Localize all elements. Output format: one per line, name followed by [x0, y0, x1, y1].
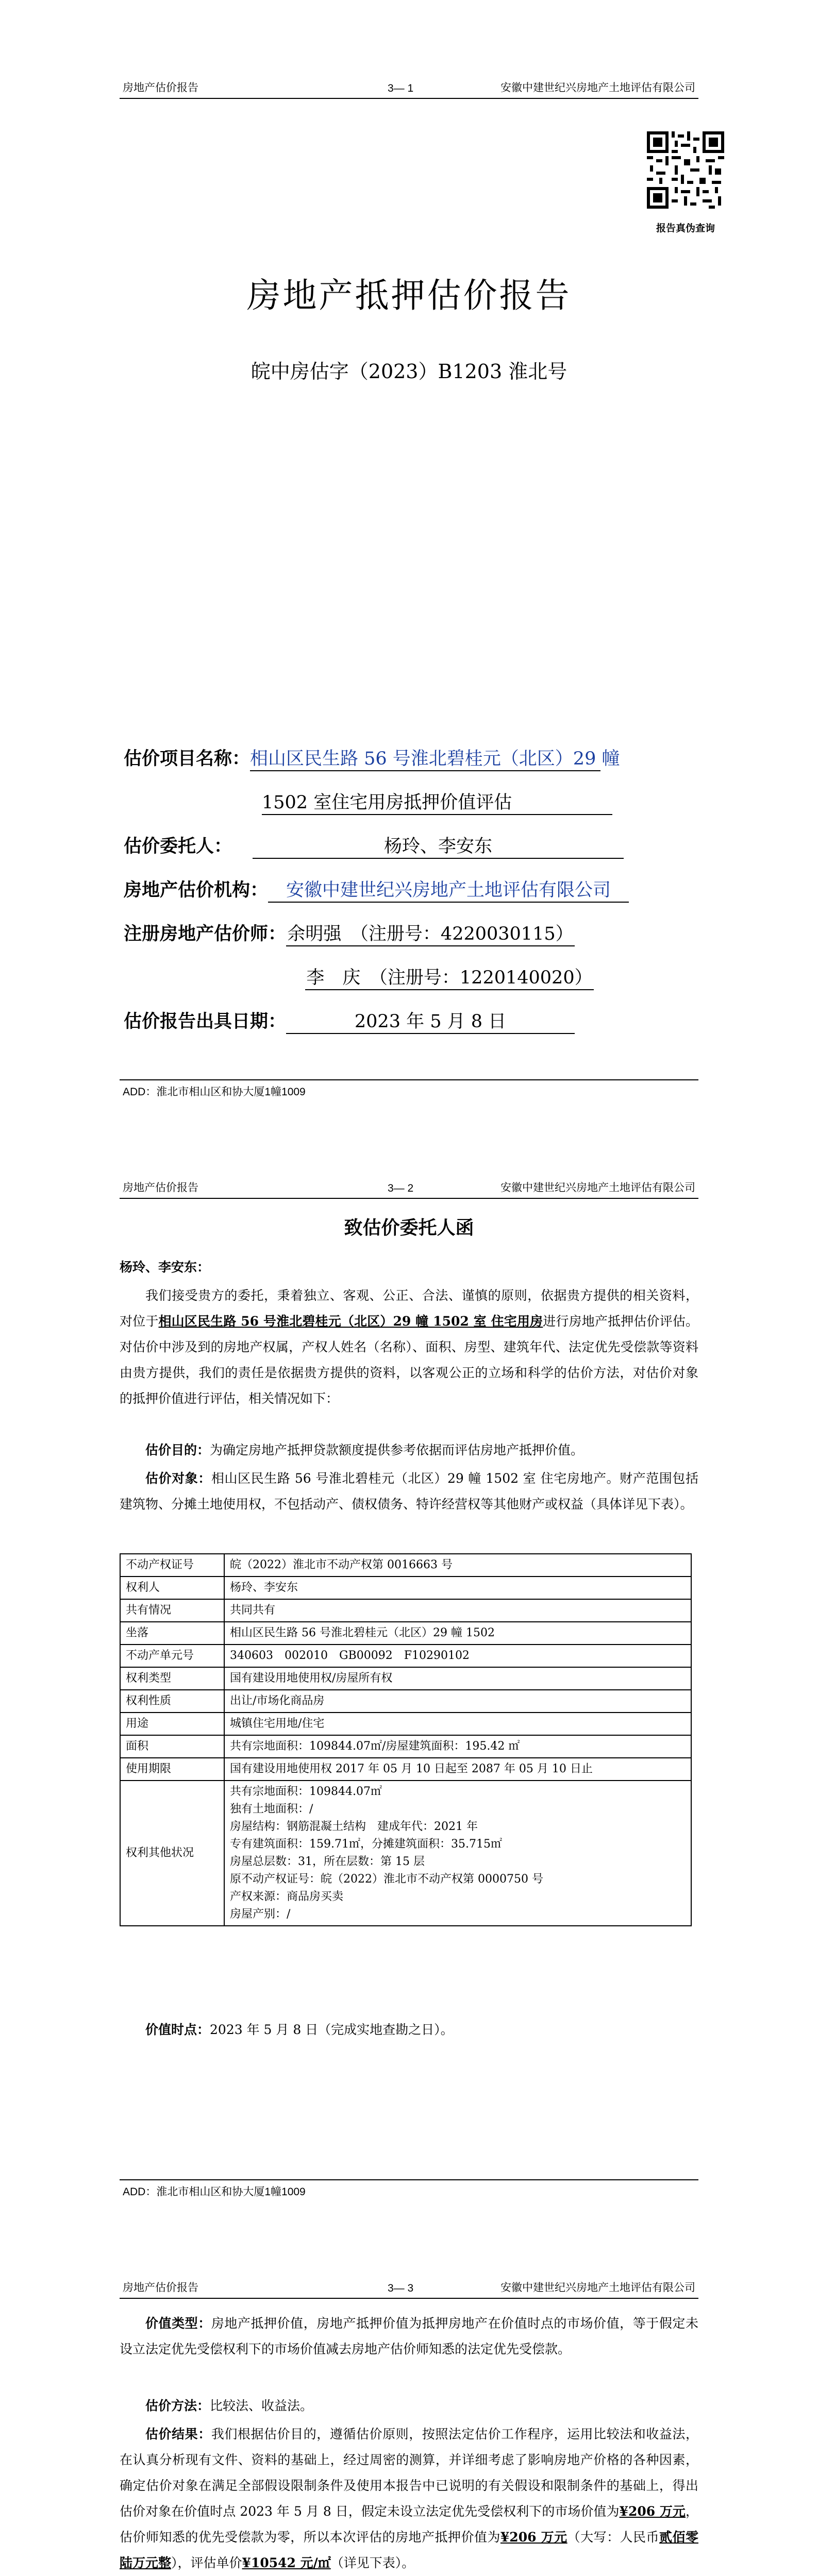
letter-title: 致估价委托人函 — [344, 1217, 474, 1239]
property-field-name: 不动产单元号 — [120, 1645, 224, 1667]
property-field-name: 用途 — [120, 1713, 224, 1735]
property-table-row — [120, 1645, 691, 1667]
document-number: 皖中房估字（2023）B1203 淮北号 — [251, 360, 567, 383]
purpose-text: 为确定房地产抵押贷款额度提供参考依据而评估房地产抵押价值。 — [210, 1443, 584, 1458]
property-table-row — [120, 1667, 691, 1690]
footer-address: ADD：淮北市相山区和协大厦1幢1009 — [123, 1086, 306, 1098]
page-results — [0, 2200, 818, 2576]
object-label: 估价对象： — [145, 1471, 211, 1486]
header-company: 安徽中建世纪兴房地产土地评估有限公司 — [500, 1182, 695, 1194]
method-paragraph — [120, 2393, 698, 2419]
property-table-row — [120, 1758, 691, 1781]
date-value: 2023 年 5 月 8 日 — [286, 1007, 575, 1034]
page-header — [120, 77, 698, 99]
property-table — [120, 1553, 692, 1926]
project-name-label: 估价项目名称： — [124, 748, 251, 769]
appraiser-label: 注册房地产估价师： — [124, 923, 287, 944]
mortgage-value: ¥206 万元 — [500, 2530, 567, 2545]
property-table-row — [120, 1622, 691, 1645]
page-letter — [0, 1100, 818, 2200]
p1-text-a: 我们接受贵方的委托，秉着独立、客观、公正、合法、谨慎的原则，依据贵方提供的相关资料，对位于 — [120, 1288, 698, 1329]
client-row — [124, 832, 624, 859]
property-field-value: 杨玲、李安东 — [224, 1577, 691, 1599]
header-left: 房地产估价报告 — [123, 82, 198, 94]
appraiser-row-2 — [305, 963, 594, 990]
property-field-value: 皖（2022）淮北市不动产权第 0016663 号 — [224, 1554, 691, 1577]
header-left: 房地产估价报告 — [123, 1182, 198, 1194]
property-table-row — [120, 1577, 691, 1599]
property-field-name: 共有情况 — [120, 1599, 224, 1622]
property-other-line: 房屋产别：/ — [230, 1908, 291, 1921]
client-label: 估价委托人： — [124, 836, 232, 857]
project-name-line1: 相山区民生路 56 号淮北碧桂元（北区）29 幢 — [250, 744, 600, 771]
value-time-label: 价值时点： — [145, 2022, 210, 2037]
appraiser-row — [124, 920, 575, 946]
header-left: 房地产估价报告 — [123, 2282, 198, 2294]
property-other-line: 房屋总层数：31，所在层数：第 15 层 — [230, 1855, 425, 1868]
p1-text-c: 进行房地产抵押估价评估。对估价中涉及到的房地产权属，产权人姓名（名称）、面积、房型、建筑年代、法定优先受偿款等资料由贵方提供，我们的责任是依据贵方提供的资料，以客观公正的立场和科学的估价方法，对估价对象的抵押价值进行评估，相关情况如下： — [120, 1314, 698, 1406]
property-other-details — [224, 1781, 691, 1926]
result-text-e: （大写：人民币 — [567, 2530, 659, 2545]
property-field-name: 面积 — [120, 1735, 224, 1758]
client-value: 杨玲、李安东 — [253, 832, 624, 859]
header-company: 安徽中建世纪兴房地产土地评估有限公司 — [500, 2282, 695, 2294]
qr-code-icon[interactable] — [647, 131, 724, 209]
date-row — [124, 1007, 575, 1034]
header-page-number: 3— 3 — [388, 2282, 414, 2294]
property-other-line: 原不动产权证号：皖（2022）淮北市不动产权第 0000750 号 — [230, 1873, 543, 1886]
property-field-name: 权利性质 — [120, 1690, 224, 1713]
header-page-number: 3— 1 — [388, 82, 414, 94]
property-other-line: 产权来源：商品房买卖 — [230, 1890, 344, 1903]
header-page-number: 3— 2 — [388, 1182, 414, 1194]
property-field-value: 出让/市场化商品房 — [224, 1690, 691, 1713]
property-other-line: 独有土地面积：/ — [230, 1803, 313, 1816]
org-label: 房地产估价机构： — [124, 879, 269, 901]
result-label: 估价结果： — [145, 2427, 211, 2442]
letter-salutation: 杨玲、李安东： — [120, 1260, 210, 1275]
object-paragraph — [120, 1466, 698, 1517]
property-field-value: 国有建设用地使用权/房屋所有权 — [224, 1667, 691, 1690]
appraiser-1: 余明强 （注册号：4220030115） — [286, 920, 575, 946]
property-field-value: 共有宗地面积：109844.07㎡/房屋建筑面积：195.42 ㎡ — [224, 1735, 691, 1758]
property-table-row — [120, 1735, 691, 1758]
value-time-paragraph — [120, 2017, 698, 2043]
object-text: 相山区民生路 56 号淮北碧桂元（北区）29 幢 1502 室 住宅房地产。财产范围包括建筑物、分摊土地使用权，不包括动产、债权债务、特许经营权等其他财产或权益（具体详见下表）。 — [120, 1471, 698, 1512]
property-other-line: 共有宗地面积：109844.07㎡ — [230, 1785, 382, 1798]
property-field-value: 国有建设用地使用权 2017 年 05 月 10 日起至 2087 年 05 月 10 日止 — [224, 1758, 691, 1781]
property-table-row — [120, 1599, 691, 1622]
org-row — [124, 876, 629, 903]
result-paragraph — [120, 2421, 698, 2576]
result-text-i: （详见下表）。 — [330, 2555, 415, 2570]
property-other-label: 权利其他状况 — [120, 1781, 224, 1926]
result-text-g: ），评估单价 — [171, 2555, 242, 2570]
value-type-text: 房地产抵押价值，房地产抵押价值为抵押房地产在价值时点的市场价值，等于假定未设立法定优先受偿权利下的市场价值减去房地产估价师知悉的法定优先受偿款。 — [120, 2316, 698, 2357]
purpose-paragraph — [120, 1437, 698, 1463]
page-header — [120, 2277, 698, 2299]
page-header — [120, 1177, 698, 1199]
appraiser-2: 李 庆 （注册号：1220140020） — [305, 963, 594, 990]
property-field-name: 使用期限 — [120, 1758, 224, 1781]
property-other-line: 专有建筑面积：159.71㎡，分摊建筑面积：35.715㎡ — [230, 1838, 502, 1851]
purpose-label: 估价目的： — [145, 1443, 210, 1458]
project-name-row — [124, 744, 620, 771]
org-value: 安徽中建世纪兴房地产土地评估有限公司 — [268, 876, 629, 903]
property-table-row — [120, 1554, 691, 1577]
property-table-row — [120, 1690, 691, 1713]
property-field-value: 共同共有 — [224, 1599, 691, 1622]
project-name-line2: 1502 室住宅用房抵押价值评估 — [262, 788, 612, 815]
date-label: 估价报告出具日期： — [124, 1011, 287, 1032]
letter-paragraph-1 — [120, 1283, 698, 1412]
project-name-row-2 — [262, 788, 612, 815]
property-field-value: 城镇住宅用地/住宅 — [224, 1713, 691, 1735]
result-text-a: 我们根据估价目的，遵循估价原则，按照法定估价工作程序，运用比较法和收益法，在认真分析现有文件、资料的基础上，经过周密的测算，并详细考虑了影响房地产价格的各种因素，确定估价对象在满足全部假设限制条件及使用本报告中已说明的有关假设和限制条件的基础上，得出估价对象在价值时点 2023 年 5 月 8 日，假定未设立法定优先受偿权利下的市场价值为 — [120, 2427, 698, 2519]
property-other-line: 房屋结构：钢筋混凝土结构 建成年代：2021 年 — [230, 1820, 478, 1833]
p1-property-address: 相山区民生路 56 号淮北碧桂元（北区）29 幢 1502 室 住宅用房 — [158, 1314, 543, 1329]
value-type-paragraph — [120, 2311, 698, 2362]
property-table-row-other — [120, 1781, 691, 1926]
property-field-value: 340603 002010 GB00092 F10290102 — [224, 1645, 691, 1667]
page-cover — [0, 0, 818, 1100]
value-time-text: 2023 年 5 月 8 日（完成实地查勘之日）。 — [210, 2022, 454, 2037]
property-table-row — [120, 1713, 691, 1735]
property-field-name: 坐落 — [120, 1622, 224, 1645]
report-title: 房地产抵押估价报告 — [246, 276, 572, 315]
property-field-name: 权利人 — [120, 1577, 224, 1599]
property-field-name: 权利类型 — [120, 1667, 224, 1690]
property-field-name: 不动产权证号 — [120, 1554, 224, 1577]
method-text: 比较法、收益法。 — [210, 2398, 313, 2413]
header-company: 安徽中建世纪兴房地产土地评估有限公司 — [500, 82, 695, 94]
method-label: 估价方法： — [145, 2398, 210, 2413]
result-text-c: ，估价师知悉的优先受偿款为零，所以本次评估的房地产抵押价值为 — [120, 2504, 698, 2545]
market-value: ¥206 万元 — [619, 2504, 686, 2519]
unit-price: ¥10542 元/㎡ — [242, 2555, 331, 2570]
property-field-value: 相山区民生路 56 号淮北碧桂元（北区）29 幢 1502 — [224, 1622, 691, 1645]
value-in-words: 贰佰零陆万元整 — [120, 2530, 698, 2570]
qr-caption: 报告真伪查询 — [656, 223, 715, 234]
value-type-label: 价值类型： — [145, 2316, 211, 2331]
footer-address: ADD：淮北市相山区和协大厦1幢1009 — [123, 2186, 306, 2198]
